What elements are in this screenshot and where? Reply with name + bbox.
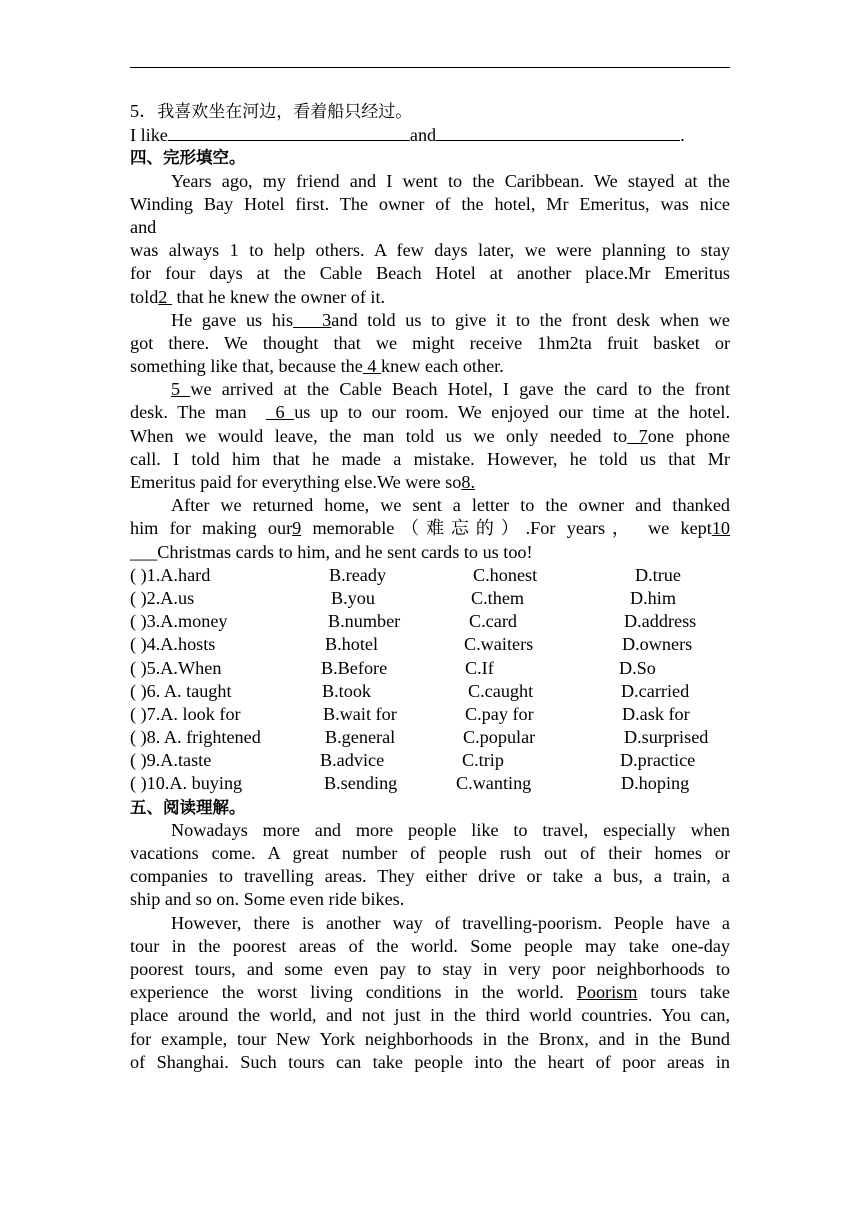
reading-line: vacations come. A great number of people rush out of their homes or xyxy=(130,843,730,863)
option-c: C.If xyxy=(465,657,494,678)
question-row[interactable] xyxy=(130,657,730,680)
cloze-line: He gave us his 3and told us to give it to the front desk when we xyxy=(171,309,731,330)
option-b: B.general xyxy=(325,727,396,748)
cloze-line: something like that, because the 4 knew each other. xyxy=(130,356,504,377)
option-b: B.number xyxy=(328,611,401,632)
option-d: D.ask for xyxy=(622,703,690,724)
cloze-line: got there. We thought that we might receive 1hm2ta fruit basket or xyxy=(130,332,730,353)
option-d: D.address xyxy=(624,611,697,632)
option-d: D.practice xyxy=(620,750,696,771)
cloze-line: call. I told him that he made a mistake. However, he told us that Mr xyxy=(130,448,730,469)
option-b: B.Before xyxy=(321,657,388,678)
answer-blank-2[interactable] xyxy=(436,123,680,141)
section-5-heading: 五、阅读理解。 xyxy=(130,797,246,817)
option-a: ( )10.A. buying xyxy=(130,773,243,794)
cloze-line: told2 that he knew the owner of it. xyxy=(130,286,386,307)
option-c: C.trip xyxy=(462,750,504,771)
chinese-sentence: 我喜欢坐在河边，看着船只经过。 xyxy=(157,102,413,122)
cloze-line: ___Christmas cards to him, and he sent cards to us too! xyxy=(130,541,533,562)
reading-line: Nowadays more and more people like to travel, especially when xyxy=(171,819,730,840)
section-4-heading: 四、完形填空。 xyxy=(130,148,246,168)
cloze-line: Emeritus paid for everything else.We were so8. xyxy=(130,472,475,492)
option-c: C.waiters xyxy=(464,634,534,655)
option-a: ( )7.A. look for xyxy=(130,703,241,724)
cloze-line: After we returned home, we sent a letter to the owner and thanked xyxy=(171,495,730,516)
header-rule xyxy=(130,67,730,68)
reading-line: However, there is another way of travelling-poorism. People have a xyxy=(171,912,730,933)
question-row[interactable] xyxy=(130,680,730,703)
option-a: ( )2.A.us xyxy=(130,587,195,608)
translation-item-5 xyxy=(130,100,730,123)
question-row[interactable] xyxy=(130,587,730,610)
cloze-line: for four days at the Cable Beach Hotel at another place.Mr Emeritus xyxy=(130,263,730,284)
option-d: D.surprised xyxy=(624,727,709,748)
option-d: D.him xyxy=(630,587,676,608)
blank-5: 5 xyxy=(171,379,191,400)
cloze-line: When we would leave, the man told us we only needed to 7one phone xyxy=(130,425,730,446)
option-b: B.you xyxy=(331,587,375,608)
blank-10: 10 xyxy=(711,518,730,539)
option-c: C.popular xyxy=(463,727,536,748)
option-b: B.advice xyxy=(320,750,385,771)
option-c: C.them xyxy=(471,587,525,608)
reading-line: companies to travelling areas. They either drive or take a bus, a train, a xyxy=(130,866,730,887)
blank-9: 9 xyxy=(292,518,302,539)
question-row[interactable] xyxy=(130,610,730,633)
blank-8: 8. xyxy=(461,472,475,492)
option-d: D.So xyxy=(619,657,656,678)
option-c: C.pay for xyxy=(465,703,534,724)
reading-line: tour in the poorest areas of the world. Some people may take one-day xyxy=(130,935,730,956)
answer-blank-1[interactable] xyxy=(168,123,410,141)
blank-7: 7 xyxy=(627,425,648,446)
option-d: D.hoping xyxy=(621,773,690,794)
question-row[interactable] xyxy=(130,772,730,795)
option-b: B.hotel xyxy=(325,634,379,655)
question-row[interactable] xyxy=(130,633,730,656)
option-a: ( )5.A.When xyxy=(130,657,222,678)
blank-2: 2 xyxy=(158,286,168,307)
cloze-line: Years ago, my friend and I went to the Caribbean. We stayed at the xyxy=(171,170,730,191)
option-b: B.wait for xyxy=(323,703,397,724)
cloze-line: Winding Bay Hotel first. The owner of the hotel, Mr Emeritus, was nice xyxy=(130,193,730,214)
reading-line: ship and so on. Some even ride bikes. xyxy=(130,889,405,910)
item-number: 5． xyxy=(130,101,158,121)
option-a: ( )3.A.money xyxy=(130,611,228,632)
blank-3: 3 xyxy=(293,309,332,330)
option-b: B.sending xyxy=(324,773,398,794)
option-c: C.card xyxy=(469,611,517,632)
option-c: C.honest xyxy=(473,564,538,585)
option-b: B.took xyxy=(322,680,372,701)
cloze-line: 5 we arrived at the Cable Beach Hotel, I gave the card to the front xyxy=(171,379,730,400)
option-a: ( )1.A.hard xyxy=(130,564,211,585)
reading-line: place around the world, and not just in the third world countries. You can, xyxy=(130,1005,730,1026)
option-a: ( )8. A. frightened xyxy=(130,727,261,748)
question-row[interactable] xyxy=(130,749,730,772)
cloze-line: desk. The man 6 us up to our room. We enjoyed our time at the hotel. xyxy=(130,402,730,423)
option-d: D.carried xyxy=(621,680,690,701)
underlined-word: Poorism xyxy=(576,982,638,1003)
option-b: B.ready xyxy=(329,564,387,585)
cloze-line: and xyxy=(130,216,157,237)
option-a: ( )6. A. taught xyxy=(130,680,232,701)
option-a: ( )9.A.taste xyxy=(130,750,212,771)
option-d: D.owners xyxy=(622,634,693,655)
reading-line: experience the worst living conditions in the world. Poorism tours take xyxy=(130,982,731,1003)
option-c: C.caught xyxy=(468,680,534,701)
option-d: D.true xyxy=(635,564,681,585)
blank-6: 6 xyxy=(265,402,295,423)
question-row[interactable] xyxy=(130,726,730,749)
question-row[interactable] xyxy=(130,564,730,587)
reading-line: of Shanghai. Such tours can take people into the heart of poor areas in xyxy=(130,1051,730,1072)
option-a: ( )4.A.hosts xyxy=(130,634,216,655)
reading-line: poorest tours, and some even pay to stay in very poor neighborhoods to xyxy=(130,958,730,979)
reading-line: for example, tour New York neighborhoods in the Bronx, and in the Bund xyxy=(130,1028,730,1049)
option-c: C.wanting xyxy=(456,773,532,794)
question-list xyxy=(130,564,730,796)
cloze-line: him for making our9 memorable（难忘的）.For years， we kept10 xyxy=(130,518,730,539)
worksheet-page xyxy=(130,100,730,1074)
cloze-line: was always 1 to help others. A few days later, we were planning to stay xyxy=(130,240,730,261)
blank-4: 4 xyxy=(362,356,382,377)
question-row[interactable] xyxy=(130,703,730,726)
translation-answer-line: I like and . xyxy=(130,125,685,146)
